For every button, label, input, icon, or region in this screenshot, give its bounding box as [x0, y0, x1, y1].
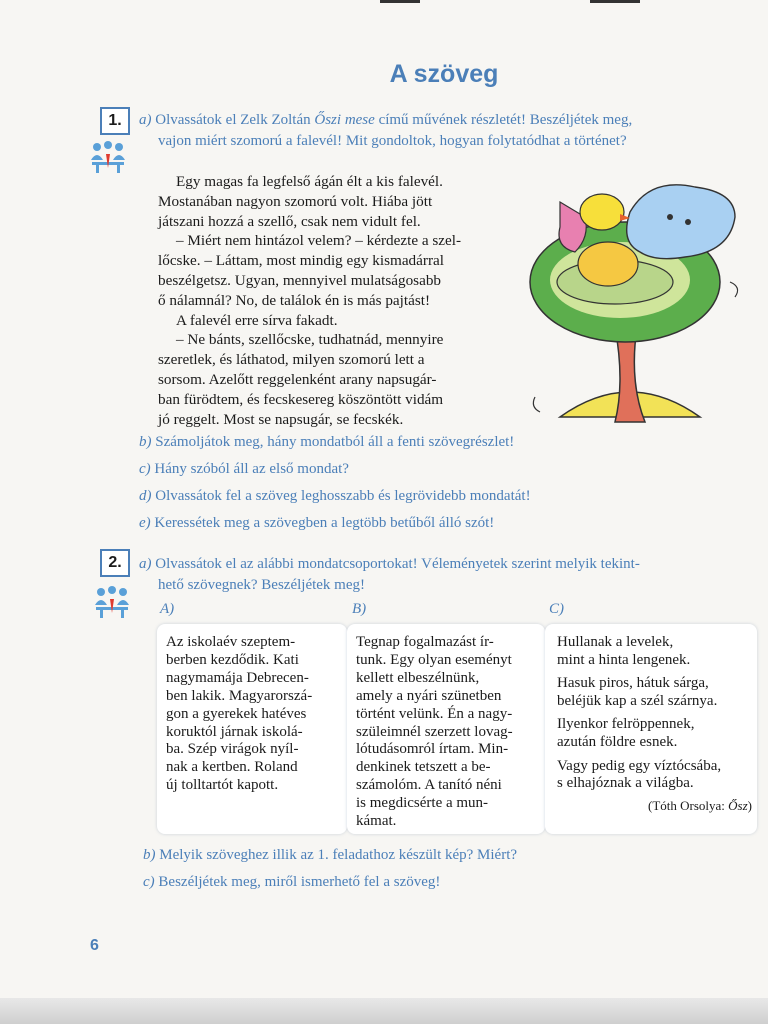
credit-pre: (Tóth Orsolya: [647, 797, 729, 813]
task1-b-text: Számoljátok meg, hány mondatból áll a fenti szövegrészlet! [155, 434, 515, 450]
task1-question-b [139, 432, 514, 453]
column-b-line: tunk. Egy olyan eseményt [356, 651, 512, 668]
task1-e-text: Keressétek meg a szövegben a legtöbb betűből álló szót! [154, 515, 495, 531]
task2-b-label: b) [143, 847, 156, 863]
story-line: Mostanában nagyon szomorú volt. Hiába jött [158, 192, 433, 210]
task2-a-line2: hető szövegnek? Beszéljétek meg! [158, 577, 365, 593]
story-line: – Ne bánts, szellőcske, tudhatnád, mennyire [176, 331, 444, 349]
column-b-text [356, 634, 536, 831]
poem-line: Hullanak a levelek, [557, 634, 674, 650]
column-a-line: koruktól járnak iskolá- [166, 723, 303, 740]
top-edge-mark [380, 0, 640, 6]
column-a-line: berben kezdődik. Kati [166, 651, 299, 668]
column-c-poem [557, 634, 752, 815]
tree-birds-illustration [520, 172, 745, 430]
poem-line: Vagy pedig egy víztócsába, [557, 757, 722, 774]
story-line: – Miért nem hintázol velem? – kérdezte a szel- [176, 232, 462, 250]
column-b-line: történt velünk. Én a nagy- [356, 705, 513, 722]
poem-stanza [557, 716, 752, 751]
poem-credit [557, 797, 752, 815]
column-a-line: nagymamája Debrecen- [166, 669, 309, 686]
task2-question-c [143, 872, 440, 893]
story-line: lőcske. – Láttam, most mindig egy kismadárral [158, 252, 444, 270]
task-number-2: 2. [100, 549, 130, 577]
story-line: ő nálamnál? No, de találok én is más pajtást! [158, 291, 431, 309]
task1-question-a [139, 110, 749, 131]
group-work-icon [92, 585, 132, 619]
story-line: beszélgetsz. Ugyan, mennyivel mulatságosabb [158, 271, 442, 289]
poem-stanza [557, 675, 752, 710]
task1-c-label: c) [139, 461, 151, 477]
poem-line: Hasuk piros, hátuk sárga, [557, 675, 709, 692]
task2-question-a [139, 554, 759, 575]
task1-a-line2: vajon miért szomorú a falevél! Mit gondoltok, hogyan folytatódhat a történet? [158, 133, 627, 149]
poem-line: beléjük kap a szél szárnya. [557, 692, 718, 709]
task1-d-label: d) [139, 488, 152, 504]
story-line: A falevél erre sírva fakadt. [176, 311, 338, 329]
story-line: játszani hozzá a szellő, csak nem vidult fel. [158, 212, 421, 230]
task-number-1: 1. [100, 107, 130, 135]
page-number: 6 [90, 937, 99, 954]
column-a-heading: A) [160, 601, 175, 617]
column-b-line: is megdicsérte a mun- [356, 795, 489, 812]
task2-b-text: Melyik szöveghez illik az 1. feladathoz készült kép? Miért? [159, 847, 518, 863]
column-b-line: kellett elbeszélnünk, [356, 669, 480, 686]
credit-post: ) [747, 797, 752, 813]
task1-question-c [139, 459, 349, 480]
task1-a-work-title: Őszi mese [314, 112, 375, 128]
task1-question-e [139, 513, 494, 534]
column-a-line: ba. Szép virágok nyíl- [166, 741, 299, 758]
column-b-line: denkinek tetszett a be- [356, 759, 491, 776]
story-line: szeretlek, és láthatod, milyen szomorú lett a [158, 351, 425, 369]
column-a-line: ben lakik. Magyarorszá- [166, 687, 313, 704]
column-a-line: nak a kertben. Roland [166, 759, 298, 776]
column-b-line: szüleimnél szerzett lovag- [356, 723, 513, 740]
column-b-line: kámat. [356, 813, 397, 830]
task2-c-label: c) [143, 874, 155, 890]
task2-question-b [143, 845, 517, 866]
column-c-heading: C) [549, 601, 564, 617]
poem-line: s elhajóznak a világba. [557, 775, 694, 792]
poem-line: mint a hinta lengenek. [557, 651, 691, 668]
poem-line: Ilyenkor felröppennek, [557, 716, 695, 733]
task1-e-label: e) [139, 515, 151, 531]
task1-d-text: Olvassátok fel a szöveg leghosszabb és legrövidebb mondatát! [155, 488, 531, 504]
story-line: ban fürödtem, és fecskesereg köszöntött vidám [158, 390, 444, 408]
column-a-line: Az iskolaév szeptem- [166, 634, 296, 650]
task1-a-line1-post: című művének részletét! Beszéljétek meg, [374, 112, 633, 128]
scan-bottom-edge [0, 998, 768, 1024]
group-work-icon [88, 140, 128, 174]
task2-a-label: a) [139, 556, 152, 572]
task1-question-d [139, 486, 531, 507]
poem-stanza [557, 758, 752, 793]
column-b-heading: B) [352, 601, 367, 617]
column-b-line: Tegnap fogalmazást ír- [356, 634, 494, 650]
task1-a-line1-pre: Olvassátok el Zelk Zoltán [155, 112, 315, 128]
story-excerpt [158, 172, 508, 429]
column-a-line: gon a gyerekek hatéves [166, 705, 307, 722]
poem-line: azután földre esnek. [557, 733, 678, 750]
task1-b-label: b) [139, 434, 152, 450]
task1-c-text: Hány szóból áll az első mondat? [154, 461, 349, 477]
column-b-line: amely a nyári szünetben [356, 687, 502, 704]
poem-stanza [557, 634, 752, 669]
task1-a-label: a) [139, 112, 152, 128]
story-line: jó reggelt. Most se napsugár, se fecskék. [158, 410, 404, 428]
page-title: A szöveg [389, 60, 499, 88]
credit-title: Ősz [728, 797, 748, 813]
column-b-line: számolóm. A tanító néni [356, 777, 502, 794]
column-b-line: lótudásomról írtam. Min- [356, 741, 509, 758]
story-line: sorsom. Azelőtt reggelenként arany napsugár- [158, 370, 437, 388]
column-a-line: új tolltartót kapott. [166, 777, 279, 794]
column-a-text [166, 634, 338, 795]
story-line: Egy magas fa legfelső ágán élt a kis falevél. [176, 173, 443, 190]
task2-a-line1: Olvassátok el az alábbi mondatcsoportokat! Véleményetek szerint melyik tekint- [155, 556, 640, 572]
task2-c-text: Beszéljétek meg, miről ismerhető fel a szöveg! [158, 874, 441, 890]
